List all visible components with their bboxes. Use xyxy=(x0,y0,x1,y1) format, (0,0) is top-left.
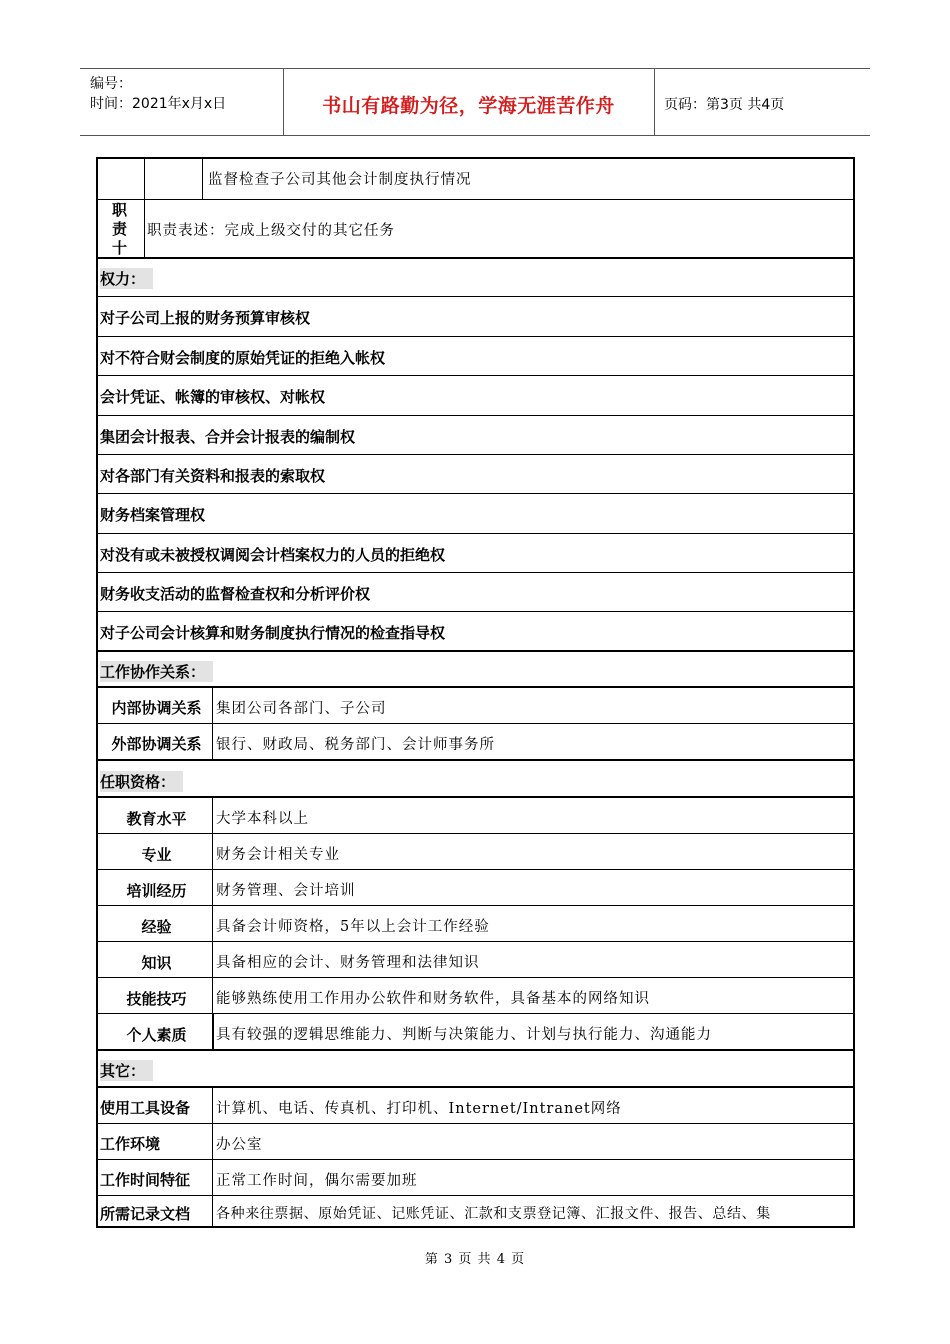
qualification-label: 个人素质 xyxy=(126,1026,187,1044)
other-value: 计算机、电话、传真机、打印机、Internet/Intranet网络 xyxy=(216,1101,622,1117)
qualification-label: 经验 xyxy=(141,918,172,936)
power-item: 会计凭证、帐簿的审核权、对帐权 xyxy=(100,388,326,406)
other-value: 办公室 xyxy=(216,1137,263,1153)
qualification-row xyxy=(98,906,853,942)
power-row xyxy=(98,337,853,376)
header-motto: 书山有路勤为径，学海无涯苦作舟 xyxy=(322,95,615,117)
powers-title: 权力： xyxy=(100,268,153,289)
other-label: 工作环境 xyxy=(100,1135,161,1153)
qualification-value: 具备会计师资格，5年以上会计工作经验 xyxy=(216,919,490,935)
duty-ten-row xyxy=(98,200,853,259)
other-value: 各种来往票据、原始凭证、记账凭证、汇款和支票登记簿、汇报文件、报告、总结、集 xyxy=(216,1206,771,1222)
power-item: 对子公司上报的财务预算审核权 xyxy=(100,309,311,327)
relation-row-internal xyxy=(98,688,853,724)
qualification-value: 财务会计相关专业 xyxy=(216,847,340,863)
header-page-cell xyxy=(654,69,870,135)
relations-title: 工作协作关系： xyxy=(100,661,213,682)
qualification-value: 具有较强的逻辑思维能力、判断与决策能力、计划与执行能力、沟通能力 xyxy=(216,1027,712,1043)
power-item: 财务档案管理权 xyxy=(100,506,206,524)
document-number-label: 编号： xyxy=(90,76,132,92)
qualifications-section-header xyxy=(98,761,853,798)
page-footer: 第 3 页 共 4 页 xyxy=(424,1252,526,1267)
qualification-label: 培训经历 xyxy=(126,882,187,900)
qualification-row xyxy=(98,798,853,834)
duty-ten-text: 职责表述：完成上级交付的其它任务 xyxy=(147,223,395,239)
qualification-row xyxy=(98,870,853,906)
power-item: 对子公司会计核算和财务制度执行情况的检查指导权 xyxy=(100,624,446,642)
document-date-label: 时间：2021年x月x日 xyxy=(90,96,227,112)
job-description-table xyxy=(96,157,855,1228)
qualification-label: 教育水平 xyxy=(126,810,187,828)
power-row xyxy=(98,534,853,573)
power-item: 对不符合财会制度的原始凭证的拒绝入帐权 xyxy=(100,349,386,367)
power-row xyxy=(98,612,853,652)
relation-value: 集团公司各部门、子公司 xyxy=(216,701,387,717)
header-page-number: 页码：第3页 共4页 xyxy=(664,97,785,113)
duty-ten-label: 职责十 xyxy=(112,201,128,257)
header-meta-cell xyxy=(80,69,284,135)
qualification-label: 专业 xyxy=(141,846,172,864)
power-row xyxy=(98,455,853,494)
other-label: 使用工具设备 xyxy=(100,1099,191,1117)
relation-label: 外部协调关系 xyxy=(111,735,202,753)
other-row xyxy=(98,1088,853,1124)
header-motto-cell xyxy=(283,69,655,135)
power-row xyxy=(98,297,853,337)
power-item: 集团会计报表、合并会计报表的编制权 xyxy=(100,428,356,446)
other-label: 所需记录文档 xyxy=(100,1205,191,1223)
other-row xyxy=(98,1196,853,1226)
qualification-row xyxy=(98,978,853,1014)
duty-detail-text: 监督检查子公司其他会计制度执行情况 xyxy=(208,172,472,188)
other-row xyxy=(98,1160,853,1196)
relation-row-external xyxy=(98,724,853,761)
qualification-row xyxy=(98,942,853,978)
power-item: 对没有或未被授权调阅会计档案权力的人员的拒绝权 xyxy=(100,546,446,564)
qualification-label: 技能技巧 xyxy=(126,990,187,1008)
qualification-value: 能够熟练使用工作用办公软件和财务软件，具备基本的网络知识 xyxy=(216,991,650,1007)
qualifications-title: 任职资格： xyxy=(100,771,183,792)
other-value: 正常工作时间，偶尔需要加班 xyxy=(216,1173,418,1189)
other-label: 工作时间特征 xyxy=(100,1171,191,1189)
relations-section-header xyxy=(98,652,853,688)
other-section-header xyxy=(98,1051,853,1088)
other-title: 其它： xyxy=(100,1060,153,1081)
power-item: 对各部门有关资料和报表的索取权 xyxy=(100,467,326,485)
power-item: 财务收支活动的监督检查权和分析评价权 xyxy=(100,585,371,603)
duty-detail-row xyxy=(98,159,853,200)
qualification-value: 具备相应的会计、财务管理和法律知识 xyxy=(216,955,480,971)
qualification-row xyxy=(98,1014,853,1051)
qualification-row xyxy=(98,834,853,870)
page-header xyxy=(80,68,870,136)
power-row xyxy=(98,573,853,612)
power-row xyxy=(98,416,853,455)
powers-section-header xyxy=(98,259,853,297)
relation-label: 内部协调关系 xyxy=(111,699,202,717)
power-row xyxy=(98,376,853,416)
qualification-value: 财务管理、会计培训 xyxy=(216,883,356,899)
power-row xyxy=(98,494,853,534)
qualification-label: 知识 xyxy=(141,954,172,972)
qualification-value: 大学本科以上 xyxy=(216,811,309,827)
relation-value: 银行、财政局、税务部门、会计师事务所 xyxy=(216,737,495,753)
other-row xyxy=(98,1124,853,1160)
